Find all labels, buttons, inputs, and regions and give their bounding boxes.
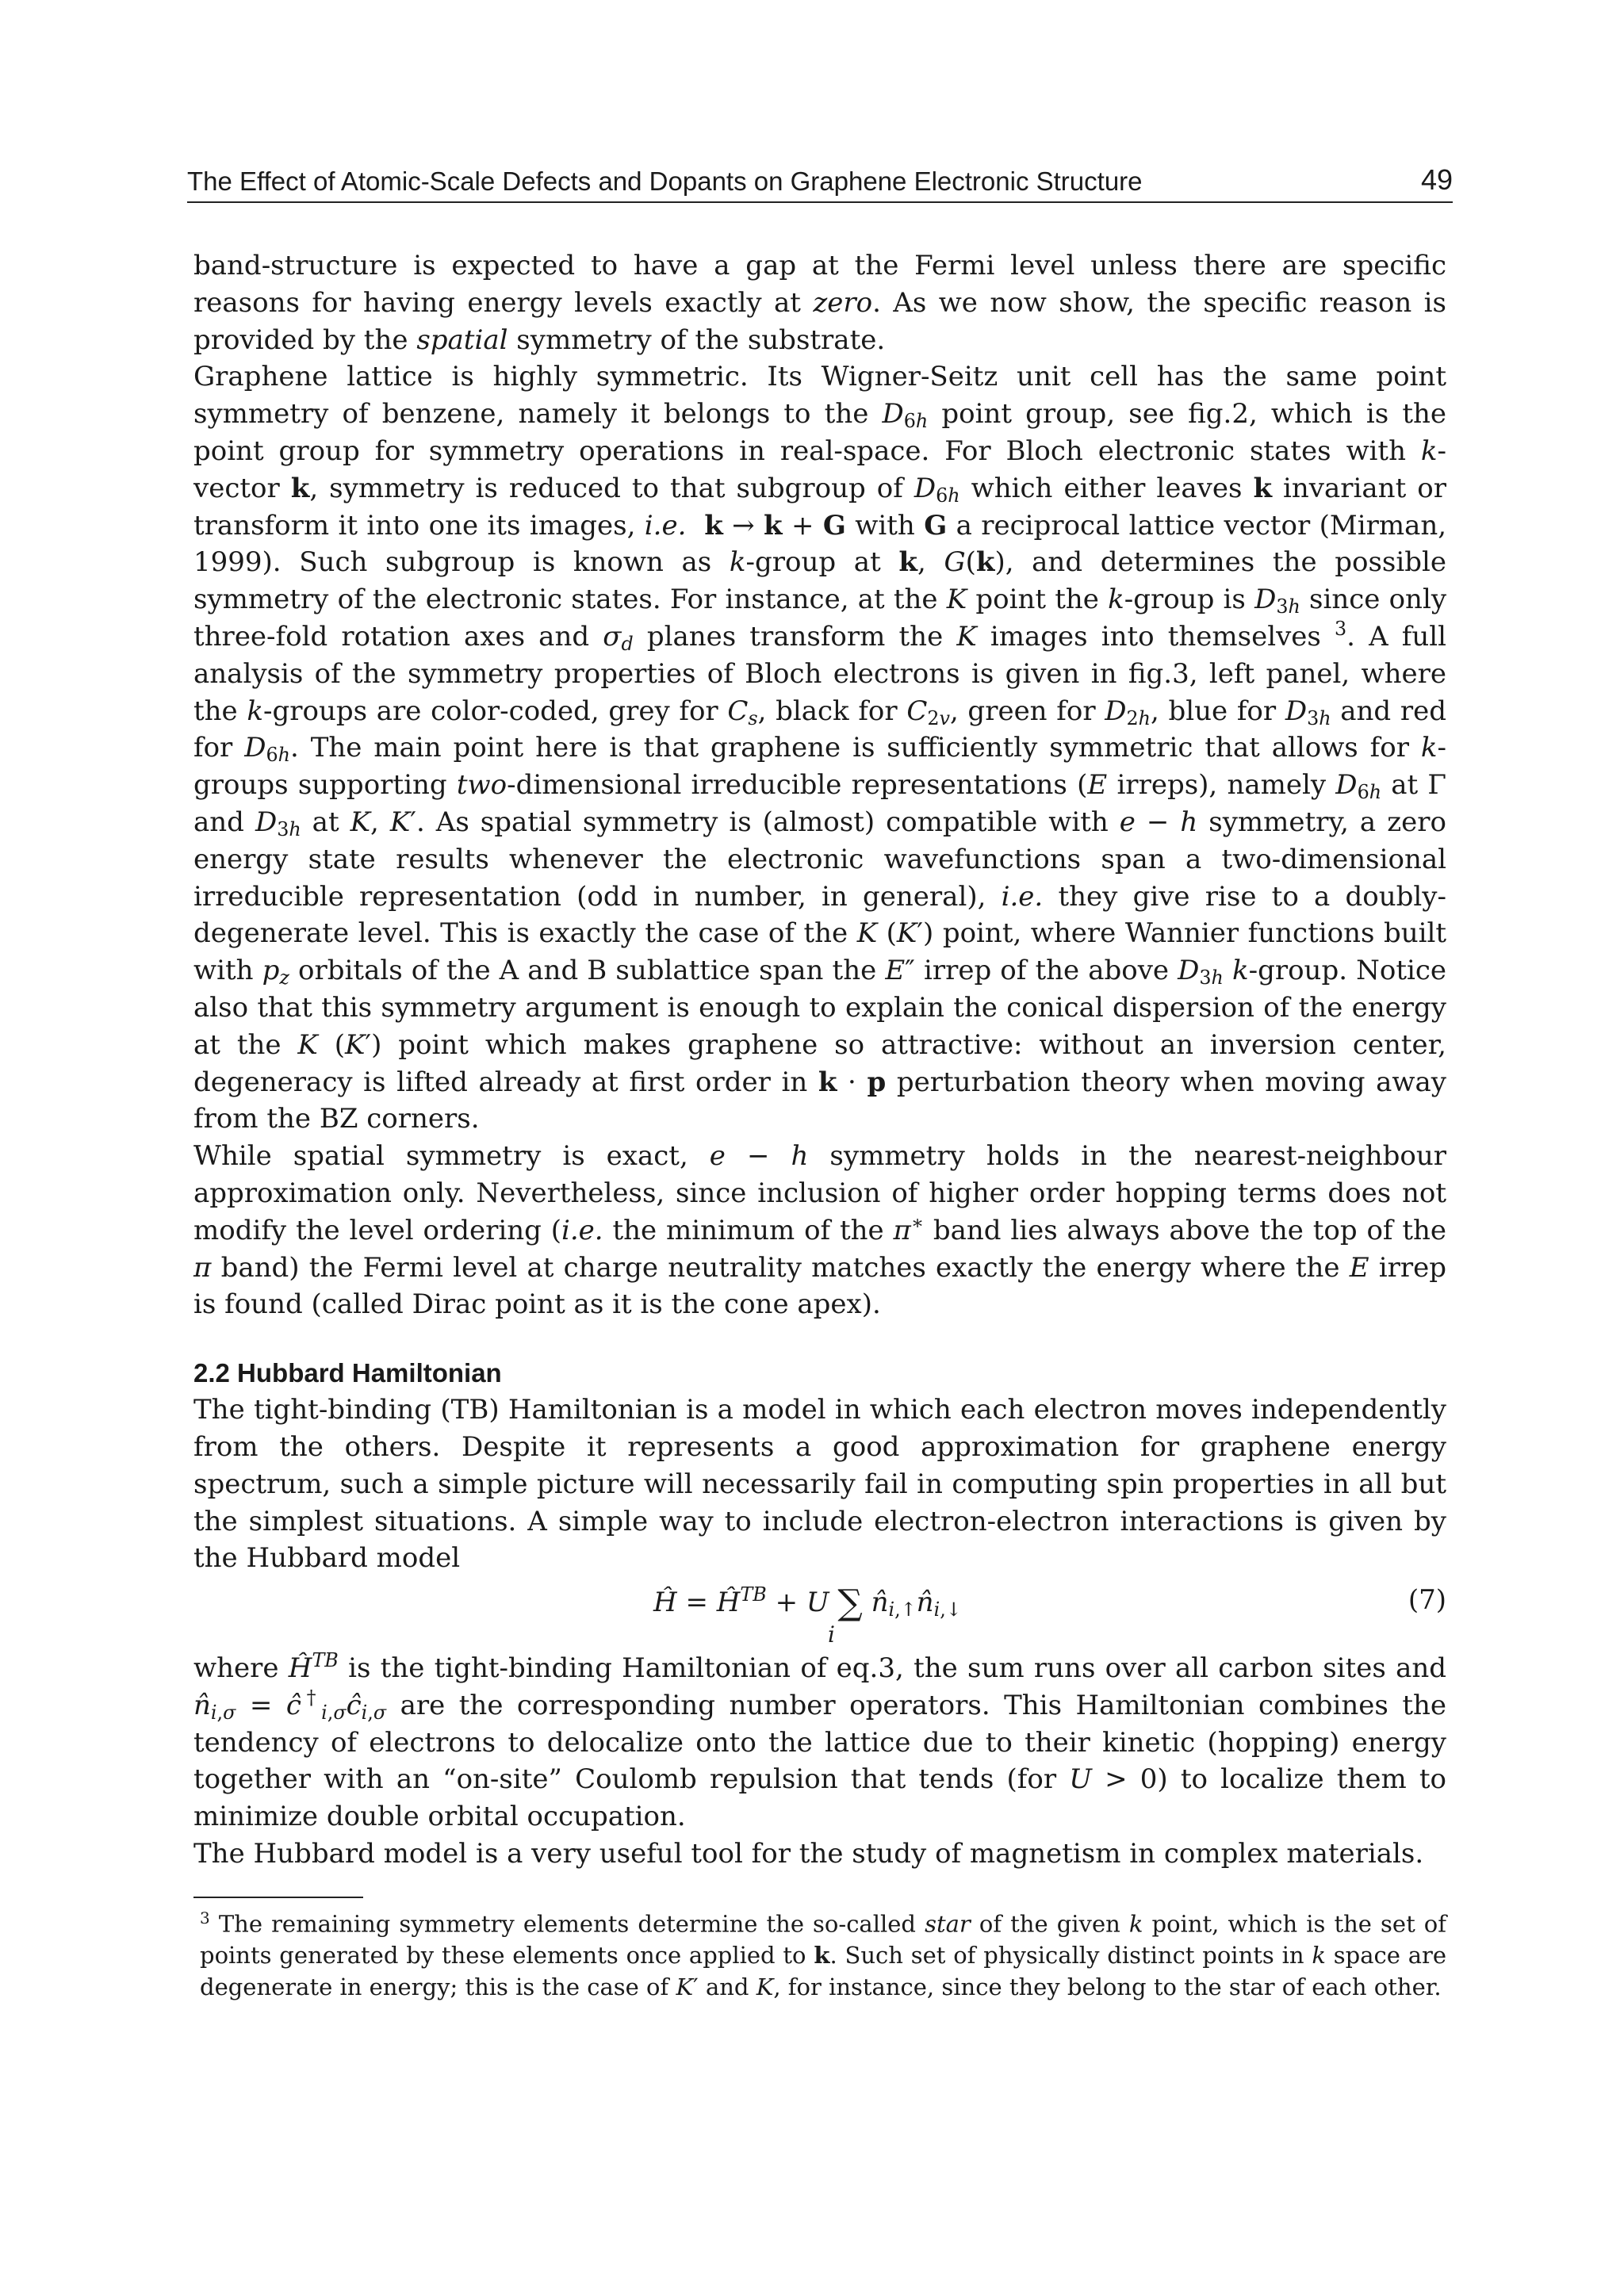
running-title: The Effect of Atomic-Scale Defects and Dopants on Graphene Electronic Structure [187,167,1143,196]
running-head [187,163,1453,203]
footnote-rule [193,1897,363,1898]
sum-index: i [828,1621,835,1648]
paragraph-3: While spatial symmetry is exact, e − h symmetry holds in the nearest-neighbour approximation only. Nevertheless, since inclusion of higher order hopping terms does not modify the level ordering (i.e. the minimum of the π∗ band lies always above the top of the π band) the Fermi level at charge neutrality matches exactly the energy where the E irrep is found (called Dirac point as it is the cone apex). [193,1140,1447,1321]
paragraph-1: band-structure is expected to have a gap at the Fermi level unless there are specific reasons for having energy levels exactly at zero. As we now show, the specific reason is provided by the spatial symmetry of the substrate. [193,250,1446,356]
body-text [193,247,1446,1873]
page-number: 49 [1420,163,1453,196]
paragraph-5: where $Ĥ^{TB}$ is the tight-binding Hamiltonian of eq.3, the sum runs over all carbon sites and $n̂_{i,\sigma}$ = $ĉ^\dagger_{i,\sigma}ĉ_{i,\sigma}$ are the corresponding number operators. This Hamiltonian combines the tendency of electrons to delocalize onto the lattice due to their kinetic (hopping) energy together with an “on-site” Coulomb repulsion that tends (for U > 0) to localize them to minimize double orbital occupation. [193,1649,1447,1833]
paragraph-2: Graphene lattice is highly symmetric. Its Wigner-Seitz unit cell has the same point symmetry of benzene, namely it belongs to the $D_{6h}$ point group, see fig.2, which is the point group for symmetry operations in real-space. For Bloch electronic states with k-vector k, symmetry is reduced to that subgroup of $D_{6h}$ which either leaves k invariant or transform it into one its images, i.e. k → k + G with G a reciprocal lattice vector (Mirman, 1999). Such subgroup is known as k-group at k, G(k), and determines the possible symmetry of the electronic states. For instance, at the K point the k-group is $D_{3h}$ since only three-fold rotation axes and $\sigma_d$ planes transform the K images into themselves $^3$. A full analysis of the symmetry properties of Bloch electrons is given in fig.3, left panel, where the k-groups are color-coded, grey for $C_s$, black for $C_{2v}$, green for $D_{2h}$, blue for $D_{3h}$ and red for $D_{6h}$. The main point here is that graphene is sufficiently symmetric that allows for k-groups supporting two-dimensional irreducible representations (E irreps), namely $D_{6h}$ at Γ and $D_{3h}$ at K, K′. As spatial symmetry is (almost) compatible with e − h symmetry, a zero energy state results whenever the electronic wavefunctions span a two-dimensional irreducible representation (odd in number, in general), i.e. they give rise to a doubly-degenerate level. This is exactly the case of the K (K′) point, where Wannier functions built with $p_z$ orbitals of the A and B sublattice span the E″ irrep of the above $D_{3h}$ k-group. Notice also that this symmetry argument is enough to explain the conical dispersion of the energy at the K (K′) point which makes graphene so attractive: without an inversion center, degeneracy is lifted already at first order in k · p perturbation theory when moving away from the BZ corners. [193,361,1447,1135]
equation-number: (7) [1408,1584,1446,1617]
footnote-3: $^3$ The remaining symmetry elements determine the so-called star of the given k point, which is the set of points generated by these elements once applied to k. Such set of physically distinct points in k space are degenerate in energy; this is the case of K′ and K, for instance, since they belong to the star of each other. [200,1908,1447,2000]
paragraph-6: The Hubbard model is a very useful tool for the study of magnetism in complex materials. [193,1838,1424,1870]
footnote-mark: 3 [200,1908,210,1927]
equation-body: Ĥ = $Ĥ^{TB} + U$ ∑ $n̂_{i,↑}n̂_{i,↓}$ [653,1583,962,1624]
paragraph-4: The tight-binding (TB) Hamiltonian is a model in which each electron moves independently from the others. Despite it represents a good approximation for graphene energy spectrum, such a simple picture will necessarily fail in computing spin properties in all but the simplest situations. A simple way to include electron-electron interactions is given by the Hubbard model [193,1394,1446,1575]
equation-7 [193,1577,1446,1650]
section-heading: 2.2 Hubbard Hamiltonian [193,1358,502,1388]
